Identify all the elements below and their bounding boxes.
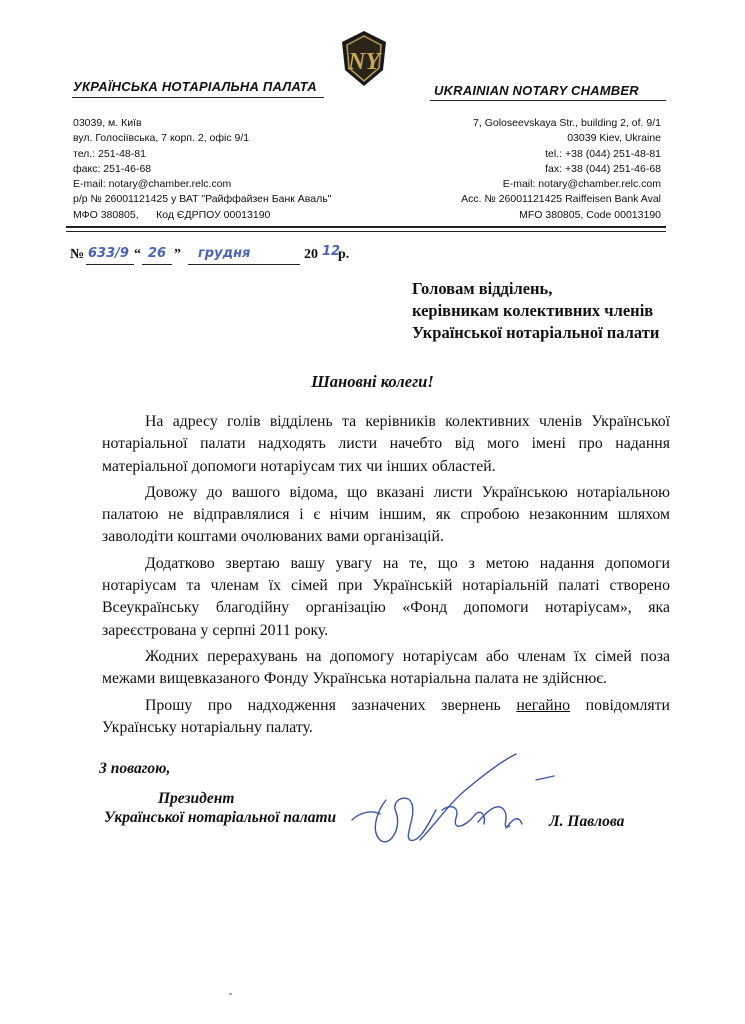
ref-day-line [142,264,172,265]
contact-en-line: MFO 380805, Code 00013190 [519,208,661,221]
ref-number: 633/9 [88,246,129,261]
signatory-position: Президент [158,790,235,807]
ref-quote-open: “ [134,247,141,262]
contact-ua-line: 03039, м. Київ [73,117,142,129]
chamber-emblem-icon [339,30,389,88]
contact-ua-line: факс: 251-46-68 [73,162,152,175]
ref-day: 26 [148,246,167,261]
reference-line [70,246,360,268]
ref-no-label: № [70,247,85,262]
ref-quote-close: ” [174,247,181,262]
recipient-block [412,278,659,344]
contact-ua-line: р/р № 26001121425 у ВАТ "Райффайзен Банк Аваль" [73,193,332,206]
recipient-line: Головам відділень, [412,279,553,298]
ref-month: грудня [198,246,251,261]
contact-en-line: Acc. № 26001121425 Raiffeisen Bank Aval [461,193,661,206]
header-rule-left [72,97,324,98]
contact-ua-line: вул. Голосіївська, 7 корп. 2, офіс 9/1 [73,132,250,145]
contact-en-line: E-mail: notary@chamber.relc.com [502,178,661,191]
body-paragraph: Додатково звертаю вашу увагу на те, що з метою надання допомоги нотаріусам та членам їх сімей при Українській нотаріальній палаті створено Всеукраїнську благодійну організацію «Фонд допомоги нотаріусам», яка зареєстрована у серпні 2011 року. [102,554,670,639]
divider-bottom [66,231,666,232]
header-rule-right [430,100,666,101]
contact-ua-line: МФО 380805, Код ЄДРПОУ 00013190 [73,208,271,221]
contact-ua-line: E-mail: notary@chamber.relc.com [73,178,232,191]
contact-en-line: fax: +38 (044) 251-46-68 [545,162,661,175]
org-title-en: UKRAINIAN NOTARY CHAMBER [434,83,639,98]
body-p5-emphasis: негайно [516,696,571,714]
greeting: Шановні колеги! [311,372,434,391]
recipient-line: Української нотаріальної палати [412,323,660,342]
divider-top [66,226,666,228]
ref-month-line [188,264,300,265]
logo-letters: NY [348,49,380,75]
closing: З повагою, [99,760,171,777]
body-paragraph [102,695,670,740]
scan-speck [229,993,232,995]
contacts-en [461,116,661,223]
signatory-organization: Української нотаріальної палати [104,809,337,826]
contacts-ua [73,116,331,223]
recipient-line: керівникам колективних членів [412,301,654,320]
body-p5-post: повідомляти Українську нотаріальну палату. [102,696,670,736]
org-title-ua: УКРАЇНСЬКА НОТАРІАЛЬНА ПАЛАТА [73,79,317,94]
signatory-name: Л. Павлова [549,813,625,830]
body-paragraph: Жодних перерахувань на допомогу нотаріусам або членам їх сімей поза межами вищевказаного Фонду Українська нотаріальна палата не здійснює. [102,647,670,688]
contact-en-line: 7, Goloseevskaya Str., building 2, of. 9/1 [473,117,661,129]
letter-body [102,411,670,743]
contact-en-line: tel.: +38 (044) 251-48-81 [545,147,661,160]
ref-number-line [86,264,134,265]
ref-year-suffix: 12 [322,244,341,259]
ref-year-prefix: 20 [304,247,318,262]
contact-ua-line: тел.: 251-48-81 [73,147,146,160]
handwritten-signature [350,740,560,870]
body-paragraph: Довожу до вашого відома, що вказані листи Українською нотаріальною палатою не відправлялися і є нічим іншим, як спробою незаконним шляхом заволодіти коштами очолюваних вами організацій. [102,483,670,546]
logo [339,30,389,88]
signature-scribble-icon [350,740,560,870]
body-p5-pre: Прошу про надходження зазначених звернень [145,696,517,714]
ref-year-end: р. [338,247,350,262]
contact-en-line: 03039 Kiev, Ukraine [567,132,661,145]
body-paragraph: На адресу голів відділень та керівників колективних членів Української нотаріальної палати надходять листи начебто від мого імені про надання матеріальної допомоги нотаріусам тих чи інших областей. [102,413,670,475]
